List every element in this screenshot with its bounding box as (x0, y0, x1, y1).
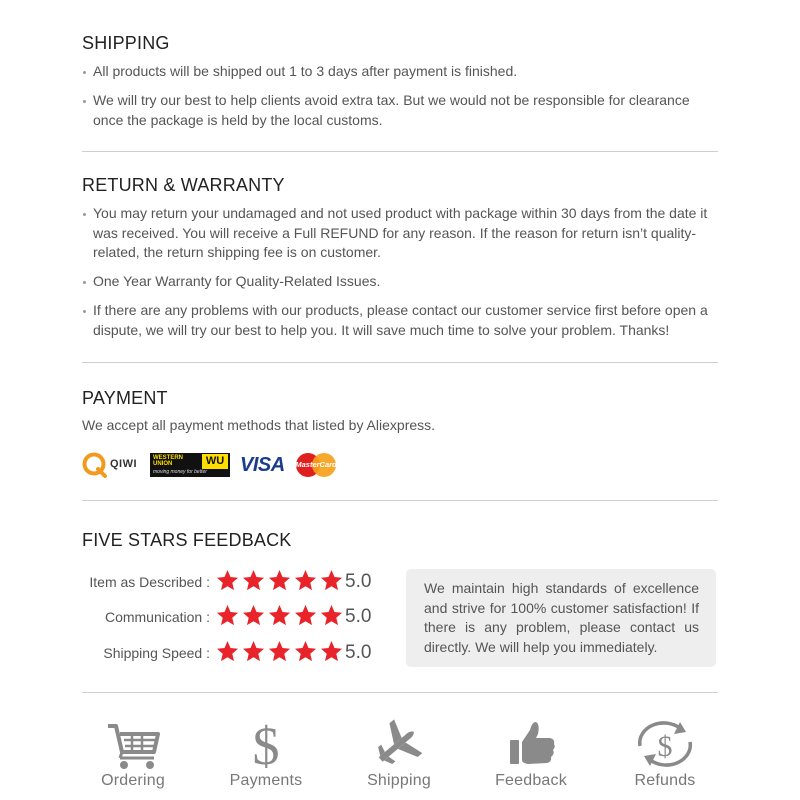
wu-line1: WESTERN (153, 455, 183, 461)
feedback-title: FIVE STARS FEEDBACK (82, 530, 292, 550)
shipping-section (82, 32, 718, 140)
svg-text:$: $ (657, 730, 673, 763)
refunds-item (610, 716, 720, 800)
wu-mark: WU (202, 454, 228, 469)
qiwi-logo (82, 452, 144, 478)
rating-label: Shipping Speed : (103, 645, 210, 661)
ordering-item (78, 716, 188, 800)
star-icon (294, 569, 317, 592)
return-item: You may return your undamaged and not used product with package within 30 days from the date it was received. You will receive a Full REFUND for any reason. If the reason for return isn’t quality-related, the return shipping fee is on customer. (82, 204, 718, 263)
payment-section (82, 387, 718, 435)
shipping-label: Shipping (367, 772, 431, 789)
satisfaction-note (406, 569, 716, 667)
feedback-label: Feedback (495, 772, 567, 789)
payment-title: PAYMENT (82, 388, 168, 408)
star-icon (216, 569, 239, 592)
satisfaction-note-text: We maintain high standards of excellence and strive for 100% customer satisfaction! If there is any problem, please contact us directly. We will help you immediately. (424, 580, 699, 655)
star-icon (294, 604, 317, 627)
return-item: If there are any problems with our products, please contact our customer service first before open a dispute, we will try our best to help you. It will save much time to solve your problem. Thanks! (82, 301, 718, 340)
qiwi-label: QIWI (110, 458, 138, 470)
shipping-item (344, 716, 454, 800)
refunds-label: Refunds (634, 772, 696, 789)
ordering-label: Ordering (101, 772, 165, 789)
shipping-item: We will try our best to help clients avoid extra tax. But we would not be responsible for clearance once the package is held by the local customs. (82, 91, 718, 130)
star-icon (216, 604, 239, 627)
star-icon (268, 569, 291, 592)
airplane-icon (344, 716, 454, 772)
rating-row (82, 603, 382, 629)
wu-tagline: moving money for better (153, 469, 207, 475)
dollar-icon (211, 716, 321, 772)
star-icon (268, 640, 291, 663)
mastercard-label: MasterCard (295, 460, 337, 469)
thumbs-up-icon (476, 716, 586, 772)
service-icons (0, 716, 800, 800)
rating-row (82, 639, 382, 665)
divider (82, 362, 718, 363)
rating-value: 5.0 (345, 642, 372, 663)
svg-text:$: $ (252, 716, 280, 772)
payments-item (211, 716, 321, 800)
payment-text: We accept all payment methods that listed by Aliexpress. (82, 417, 436, 433)
western-union-logo (150, 453, 230, 477)
return-item: One Year Warranty for Quality-Related Issues. (82, 272, 718, 292)
shipping-title: SHIPPING (82, 33, 170, 53)
star-icon (242, 640, 265, 663)
return-title: RETURN & WARRANTY (82, 175, 285, 195)
shipping-list (82, 62, 718, 130)
star-icon (242, 569, 265, 592)
mastercard-logo (294, 452, 338, 478)
divider (82, 692, 718, 693)
return-list (82, 204, 718, 340)
rating-label: Item as Described : (89, 574, 210, 590)
star-icon (294, 640, 317, 663)
star-icon (320, 604, 343, 627)
payments-label: Payments (229, 772, 303, 789)
rating-value: 5.0 (345, 571, 372, 592)
feedback-item (476, 716, 586, 800)
feedback-section (82, 529, 718, 551)
refund-icon (610, 716, 720, 772)
wu-line2: UNION (153, 461, 173, 467)
star-icon (268, 604, 291, 627)
visa-logo: VISA (240, 454, 285, 476)
star-icon (320, 640, 343, 663)
divider (82, 500, 718, 501)
star-icon (320, 569, 343, 592)
return-section (82, 174, 718, 350)
qiwi-icon (82, 452, 108, 478)
shipping-item: All products will be shipped out 1 to 3 days after payment is finished. (82, 62, 718, 82)
star-icon (216, 640, 239, 663)
divider (82, 151, 718, 152)
rating-row (82, 568, 382, 594)
rating-value: 5.0 (345, 606, 372, 627)
cart-icon (78, 716, 188, 772)
rating-label: Communication : (104, 609, 210, 625)
star-icon (242, 604, 265, 627)
